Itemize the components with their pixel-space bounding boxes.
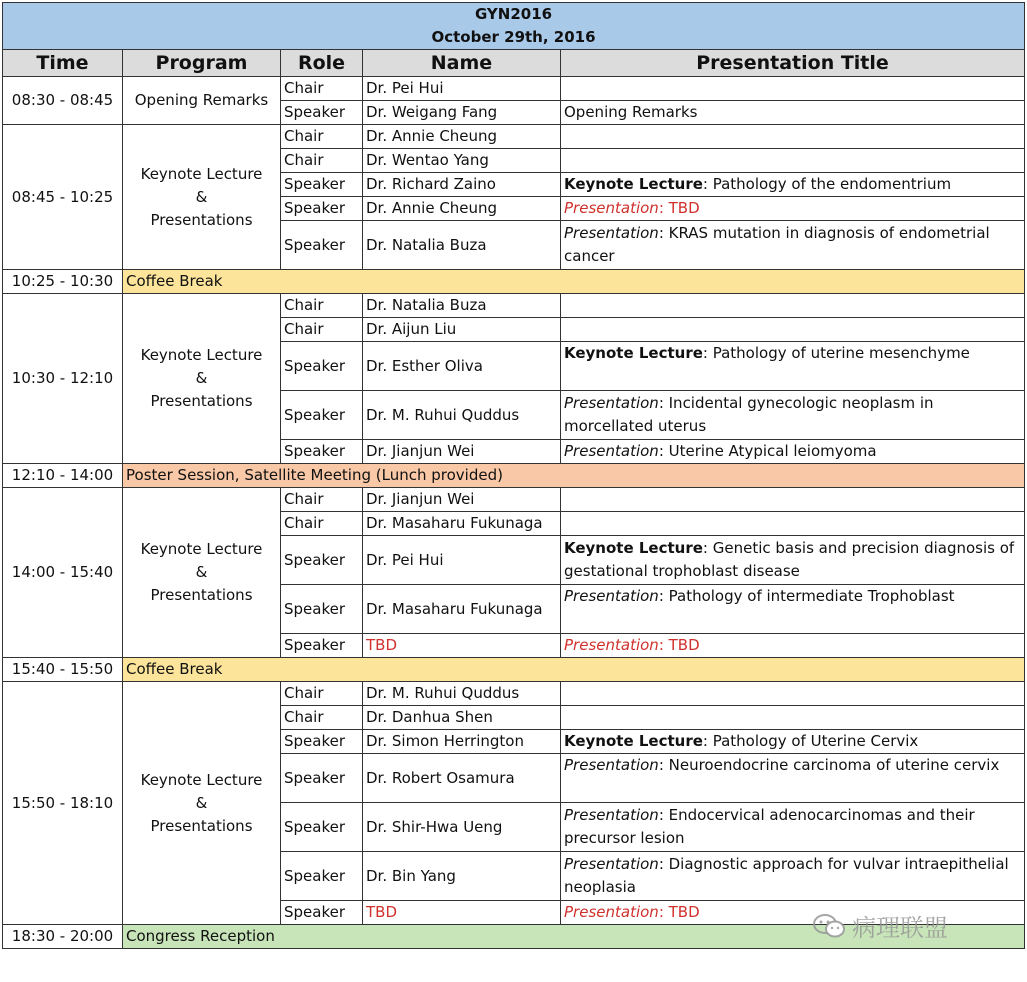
name-cell: Dr. Simon Herrington	[363, 730, 561, 754]
role-cell: Speaker	[281, 852, 363, 901]
role-cell: Speaker	[281, 730, 363, 754]
presentation-label: Presentation	[564, 199, 659, 217]
program-line: Presentations	[150, 210, 253, 229]
role-cell: Speaker	[281, 197, 363, 221]
role-cell: Chair	[281, 294, 363, 318]
role-cell: Speaker	[281, 391, 363, 440]
name-cell: Dr. Natalia Buza	[363, 221, 561, 270]
session-program	[123, 488, 281, 658]
name-cell: Dr. Bin Yang	[363, 852, 561, 901]
role-cell: Chair	[281, 77, 363, 101]
session-time: 14:00 - 15:40	[3, 488, 123, 658]
name-cell: Dr. Annie Cheung	[363, 197, 561, 221]
title-cell	[561, 803, 1025, 852]
program-line: Presentations	[150, 392, 253, 410]
title-cell	[561, 391, 1025, 440]
title-text: : Incidental gynecologic neoplasm in morcellated uterus	[564, 394, 934, 435]
role-cell: Speaker	[281, 342, 363, 391]
session-program	[123, 125, 281, 270]
name-cell: Dr. Wentao Yang	[363, 149, 561, 173]
break-time: 15:40 - 15:50	[3, 658, 123, 682]
column-header-row	[3, 50, 1025, 77]
title-cell	[561, 197, 1025, 221]
title-cell	[561, 221, 1025, 270]
session-program	[123, 294, 281, 464]
role-cell: Speaker	[281, 634, 363, 658]
session-time: 08:30 - 08:45	[3, 77, 123, 125]
title-cell	[561, 125, 1025, 149]
presentation-label: Presentation	[564, 394, 659, 412]
title-text: : TBD	[658, 636, 700, 654]
name-cell: Dr. Robert Osamura	[363, 754, 561, 803]
name-cell: Dr. Masaharu Fukunaga	[363, 512, 561, 536]
break-time: 10:25 - 10:30	[3, 270, 123, 294]
table-row	[3, 125, 1025, 149]
program-line: Keynote Lecture	[140, 346, 263, 364]
watermark	[812, 908, 948, 943]
name-cell: Dr. M. Ruhui Quddus	[363, 682, 561, 706]
break-row	[3, 658, 1025, 682]
role-cell: Speaker	[281, 173, 363, 197]
role-cell: Chair	[281, 318, 363, 342]
title-cell	[561, 294, 1025, 318]
title-cell	[561, 754, 1025, 803]
break-row	[3, 270, 1025, 294]
role-cell: Speaker	[281, 901, 363, 925]
title-cell	[561, 173, 1025, 197]
role-cell: Chair	[281, 512, 363, 536]
watermark-text: 病理联盟	[852, 914, 948, 942]
title-text: : Neuroendocrine carcinoma of uterine cervix	[658, 756, 1000, 774]
name-cell: Dr. M. Ruhui Quddus	[363, 391, 561, 440]
role-cell: Chair	[281, 682, 363, 706]
program-line: &	[195, 563, 208, 581]
table-row	[3, 682, 1025, 706]
title-cell	[561, 77, 1025, 101]
session-program: Opening Remarks	[123, 77, 281, 125]
program-line: Presentations	[150, 586, 253, 604]
title-text: : KRAS mutation in diagnosis of endometrial cancer	[564, 224, 990, 265]
title-cell	[561, 440, 1025, 464]
table-row	[3, 294, 1025, 318]
role-cell: Chair	[281, 149, 363, 173]
keynote-label: Keynote Lecture	[564, 175, 703, 193]
title-cell	[561, 634, 1025, 658]
presentation-label: Presentation	[564, 636, 659, 654]
title-text: : Endocervical adenocarcinomas and their precursor lesion	[564, 806, 975, 847]
break-time: 18:30 - 20:00	[3, 925, 123, 949]
title-text: : Diagnostic approach for vulvar intraepithelial neoplasia	[564, 855, 1009, 896]
col-program: Program	[123, 50, 281, 77]
schedule-table	[2, 2, 1025, 949]
title-text: : Uterine Atypical leiomyoma	[658, 442, 877, 460]
presentation-label: Presentation	[564, 224, 659, 242]
break-label: Congress Reception	[123, 925, 1025, 949]
presentation-label: Presentation	[564, 442, 659, 460]
break-label: Coffee Break	[123, 270, 1025, 294]
keynote-label: Keynote Lecture	[564, 344, 703, 362]
title-cell	[561, 852, 1025, 901]
name-cell: Dr. Annie Cheung	[363, 125, 561, 149]
break-row	[3, 464, 1025, 488]
title-text: : Pathology of Uterine Cervix	[702, 732, 919, 750]
role-cell: Speaker	[281, 754, 363, 803]
table-row	[3, 77, 1025, 101]
presentation-label: Presentation	[564, 855, 659, 873]
name-cell: Dr. Esther Oliva	[363, 342, 561, 391]
role-cell: Speaker	[281, 803, 363, 852]
name-cell: TBD	[363, 901, 561, 925]
name-cell: Dr. Shir-Hwa Ueng	[363, 803, 561, 852]
title-cell	[561, 512, 1025, 536]
name-cell: Dr. Pei Hui	[363, 77, 561, 101]
role-cell: Speaker	[281, 585, 363, 634]
name-cell: Dr. Natalia Buza	[363, 294, 561, 318]
role-cell: Chair	[281, 706, 363, 730]
title-cell	[561, 901, 1025, 925]
col-name: Name	[363, 50, 561, 77]
title-cell	[561, 342, 1025, 391]
presentation-label: Presentation	[564, 903, 659, 921]
title-text: : TBD	[658, 199, 700, 217]
keynote-label: Keynote Lecture	[564, 539, 703, 557]
title-cell	[561, 730, 1025, 754]
title-cell	[561, 149, 1025, 173]
session-time: 10:30 - 12:10	[3, 294, 123, 464]
title-cell	[561, 488, 1025, 512]
title-cell	[561, 318, 1025, 342]
name-cell: Dr. Richard Zaino	[363, 173, 561, 197]
role-cell: Speaker	[281, 221, 363, 270]
title-text: : Pathology of the endomentrium	[702, 175, 952, 193]
title-row	[3, 3, 1025, 50]
program-line: &	[195, 187, 208, 206]
name-cell: TBD	[363, 634, 561, 658]
session-time: 08:45 - 10:25	[3, 125, 123, 270]
name-cell: Dr. Aijun Liu	[363, 318, 561, 342]
table-row	[3, 488, 1025, 512]
break-label: Poster Session, Satellite Meeting (Lunch provided)	[123, 464, 1025, 488]
page-title	[3, 3, 1025, 50]
title-line-1: GYN2016	[474, 5, 553, 23]
role-cell: Chair	[281, 125, 363, 149]
program-line: Keynote Lecture	[140, 164, 263, 183]
col-title: Presentation Title	[561, 50, 1025, 77]
name-cell: Dr. Danhua Shen	[363, 706, 561, 730]
title-text: : Genetic basis and precision diagnosis of gestational trophoblast disease	[564, 539, 1015, 580]
name-cell: Dr. Weigang Fang	[363, 101, 561, 125]
role-cell: Speaker	[281, 536, 363, 585]
program-line: &	[195, 793, 208, 812]
name-cell: Dr. Jianjun Wei	[363, 488, 561, 512]
program-line: Presentations	[150, 816, 253, 835]
break-time: 12:10 - 14:00	[3, 464, 123, 488]
program-line: &	[195, 369, 208, 387]
title-cell	[561, 682, 1025, 706]
break-label: Coffee Break	[123, 658, 1025, 682]
title-line-2: October 29th, 2016	[431, 28, 596, 46]
role-cell: Chair	[281, 488, 363, 512]
session-program	[123, 682, 281, 925]
title-cell	[561, 706, 1025, 730]
title-cell: Opening Remarks	[561, 101, 1025, 125]
title-cell	[561, 585, 1025, 634]
presentation-label: Presentation	[564, 587, 659, 605]
session-time: 15:50 - 18:10	[3, 682, 123, 925]
keynote-label: Keynote Lecture	[564, 732, 703, 750]
program-line: Keynote Lecture	[140, 770, 263, 789]
title-text: : Pathology of intermediate Trophoblast	[658, 587, 955, 605]
wechat-icon	[812, 913, 846, 939]
title-text: : Pathology of uterine mesenchyme	[702, 344, 970, 362]
name-cell: Dr. Masaharu Fukunaga	[363, 585, 561, 634]
presentation-label: Presentation	[564, 756, 659, 774]
role-cell: Speaker	[281, 101, 363, 125]
program-line: Keynote Lecture	[140, 540, 263, 558]
col-time: Time	[3, 50, 123, 77]
col-role: Role	[281, 50, 363, 77]
name-cell: Dr. Pei Hui	[363, 536, 561, 585]
title-text: : TBD	[658, 903, 700, 921]
presentation-label: Presentation	[564, 806, 659, 824]
role-cell: Speaker	[281, 440, 363, 464]
name-cell: Dr. Jianjun Wei	[363, 440, 561, 464]
title-cell	[561, 536, 1025, 585]
